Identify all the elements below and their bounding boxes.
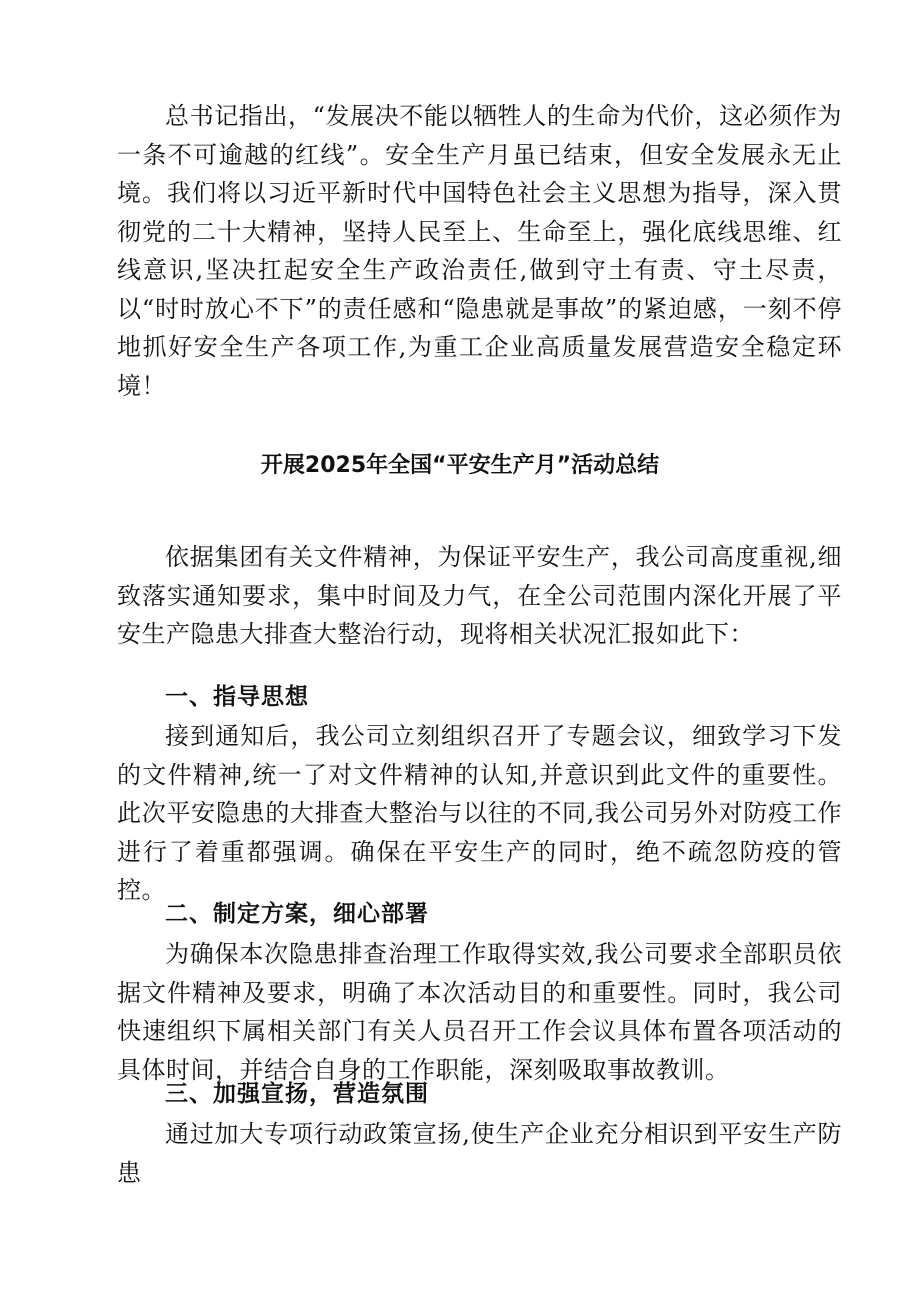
section-heading-plan: 二、制定方案，细心部署 — [165, 901, 429, 927]
closing-paragraph: 总书记指出，“发展决不能以牺牲人的生命为代价，这必须作为一条不可逾越的红线”。安全生产月虽已结束，但安全发展永无止境。我们将以习近平新时代中国特色社会主义思想为指导，深入贯彻党的二十大精神，坚持人民至上、生命至上，强化底线思维、红线意识,坚决扛起安全生产政治责任,做到守土有责、守土尽责，以“时时放心不下”的责任感和“隐患就是事故”的紧迫感，一刻不停地抓好安全生产各项工作,为重工企业高质量发展营造安全稳定环境！ — [117, 102, 842, 400]
section-body-publicity: 通过加大专项行动政策宣扬,使生产企业充分相识到平安生产防患 — [117, 1120, 842, 1187]
section-body-guiding-thought: 接到通知后，我公司立刻组织召开了专题会议，细致学习下发的文件精神,统一了对文件精神的认知,并意识到此文件的重要性。此次平安隐患的大排查大整治与以往的不同,我公司另外对防疫工作进行了着重都强调。确保在平安生产的同时，绝不疏忽防疫的管控。 — [117, 722, 842, 904]
section-body-plan: 为确保本次隐患排查治理工作取得实效,我公司要求全部职员依据文件精神及要求，明确了本次活动目的和重要性。同时，我公司快速组织下属相关部门有关人员召开工作会议具体布置各项活动的具体时间，并结合自身的工作职能，深刻吸取事故教训。 — [117, 940, 842, 1084]
intro-paragraph: 依据集团有关文件精神，为保证平安生产，我公司高度重视,细致落实通知要求，集中时间及力气，在全公司范围内深化开展了平安生产隐患大排查大整治行动，现将相关状况汇报如此下： — [117, 543, 842, 648]
section-heading-guiding-thought: 一、指导思想 — [165, 684, 309, 710]
section-heading-publicity: 三、加强宣扬，营造氛围 — [165, 1081, 429, 1107]
document-title: 开展2025年全国“平安生产月”活动总结 — [260, 453, 660, 478]
